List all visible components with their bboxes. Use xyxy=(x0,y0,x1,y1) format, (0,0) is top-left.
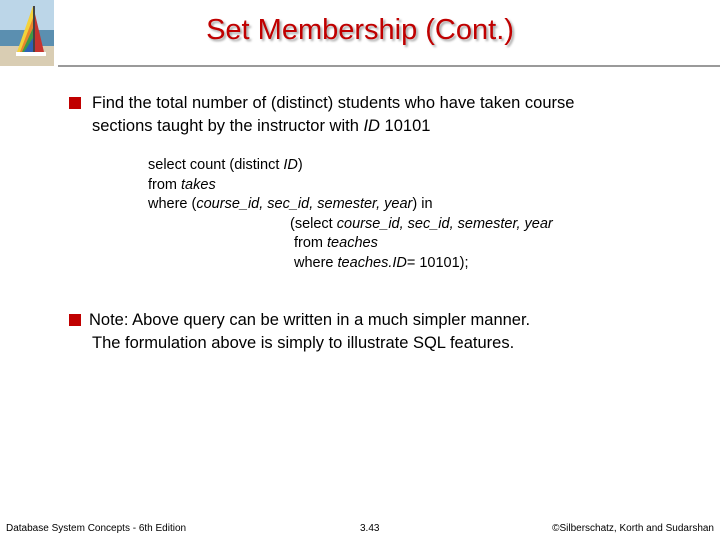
code-keyword: where xyxy=(294,254,338,271)
footer-right: ©Silberschatz, Korth and Sudarshan xyxy=(552,523,714,534)
footer-left: Database System Concepts - 6th Edition xyxy=(6,523,187,534)
title-divider xyxy=(58,65,720,67)
bullet-2-line-2: The formulation above is simply to illustrate SQL features. xyxy=(92,334,515,352)
code-line xyxy=(148,176,216,196)
code-identifier: course_id, sec_id, semester, year xyxy=(196,196,413,212)
bullet-1-line-1: Find the total number of (distinct) students who have taken course xyxy=(92,94,575,112)
code-line xyxy=(294,234,378,254)
code-keyword: where ( xyxy=(148,196,197,212)
code-rest: ) in xyxy=(412,196,433,212)
code-line xyxy=(148,195,433,215)
bullet-marker-2 xyxy=(69,314,81,326)
code-keyword: from xyxy=(294,235,328,251)
code-rest: = 10101); xyxy=(406,254,469,271)
code-identifier: course_id, sec_id, semester, year xyxy=(336,215,553,232)
bullet-1-line-2 xyxy=(92,115,574,138)
bullet-1-line-2-pre: sections taught by the instructor with xyxy=(92,117,364,135)
bullet-1-text xyxy=(92,92,574,138)
bullet-marker-1 xyxy=(69,97,81,109)
bullet-1-id: ID xyxy=(363,117,380,135)
code-identifier: takes xyxy=(181,176,216,193)
code-keyword: (select xyxy=(290,215,337,232)
code-rest: ) xyxy=(297,157,303,173)
code-identifier: teaches xyxy=(327,235,378,251)
bullet-2-text xyxy=(89,309,530,355)
bullet-1-line-2-post: 10101 xyxy=(379,117,431,135)
code-keyword: select count (distinct xyxy=(148,157,284,173)
code-line xyxy=(294,254,469,274)
bullet-2-line-1: Note: Above query can be written in a much simpler manner. xyxy=(89,311,531,329)
code-line xyxy=(290,215,553,235)
code-keyword: from xyxy=(148,176,182,193)
code-identifier: teaches.ID xyxy=(337,254,407,271)
footer-page-number: 3.43 xyxy=(360,523,380,534)
code-identifier: ID xyxy=(283,157,298,173)
slide-title: Set Membership (Cont.) xyxy=(206,14,514,46)
code-line xyxy=(148,156,303,176)
